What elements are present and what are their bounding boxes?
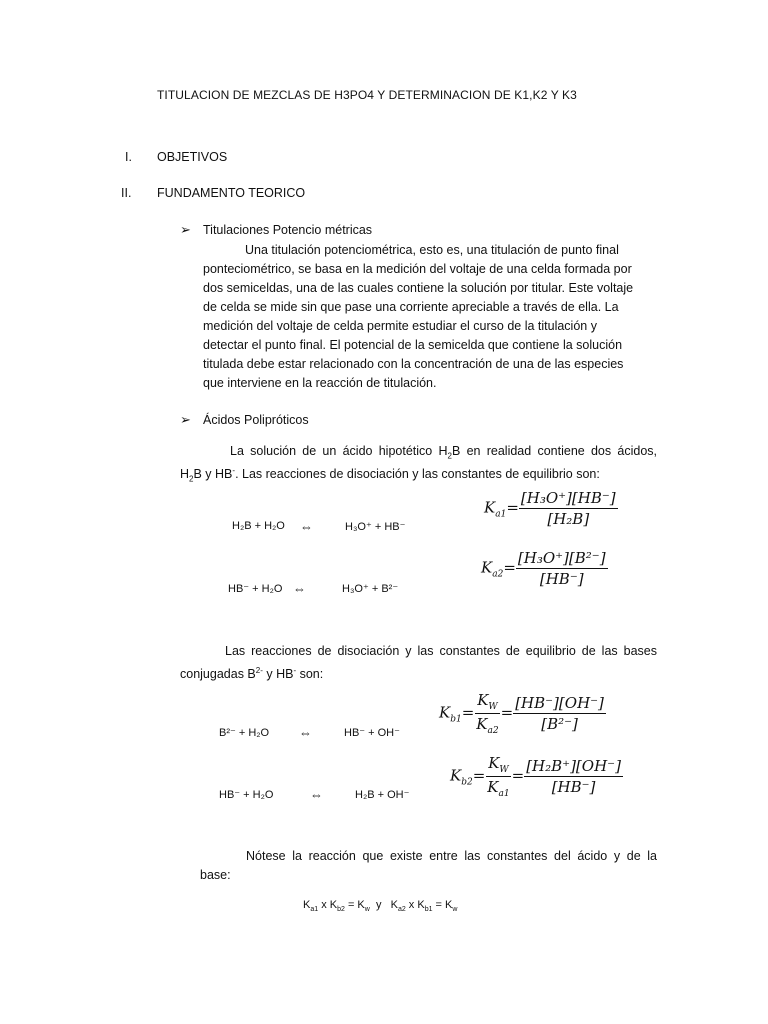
reaction-1-reactants: H₂B + H₂O [232,520,285,532]
subsection-title-titulaciones: Titulaciones Potencio métricas [203,223,373,237]
equation-kb2: $K_{b2}=$ $\frac{K_W}{K_{a1}}$ = $\frac{\text{[H₂B⁺][OH⁻]}}{[HB^-]}$ [450,754,621,799]
paragraph-line: Una titulación potenciométrica, esto es, una titulación de punto final [245,243,619,257]
constants-relation: $K_{a1}$ x $K_{b2} = K_w$ y $K_{a2}$ x $K_{b1} = K_w$ [303,899,458,914]
base-intro-line-2: conjugadas $B^{2-}$ y HB- son: [180,666,324,682]
bullet-arrow-icon: ➢ [180,412,191,427]
paragraph-line: detectar el punto final. El potencial de la semicelda que contiene la solución [203,338,623,352]
equation-ka2: $K_{a2}=$ $\frac{\text{[H₃O⁺][B²⁻]}}{[HB^-]}$ [481,549,606,588]
equation-ka1: $K_{a1}=$ $\frac{\text{[H₃O⁺][HB⁻]}}{\text{[H₂B]}}$ [484,489,616,528]
equilibrium-arrow-icon: ⇔ [300,519,313,534]
reaction-4-products: H₂B + OH⁻ [355,789,410,801]
acid-intro-line-2: $H_2B$ y HB-. Las reacciones de disociación y las constantes de equilibrio son: [180,466,600,484]
section-number-fundamento: II. [121,186,132,200]
reaction-3-reactants: B²⁻ + H₂O [219,727,270,739]
paragraph-line: ponteciométrico, se basa en la medición del voltaje de una celda formada por [203,262,632,276]
reaction-3-products: HB⁻ + OH⁻ [344,727,400,739]
equilibrium-arrow-icon: ⇔ [293,581,306,596]
equilibrium-arrow-icon: ⇔ [310,787,323,802]
equilibrium-arrow-icon: ⇔ [299,725,312,740]
acid-intro-line-1: La solución de un ácido hipotético $H_2B$ en realidad contiene dos ácidos, [230,444,657,461]
base-intro-line-1: Las reacciones de disociación y las constantes de equilibrio de las bases [225,644,657,658]
reaction-4-reactants: HB⁻ + H₂O [219,789,274,801]
note-line-1: Nótese la reacción que existe entre las constantes del ácido y de la [246,849,657,863]
reaction-2-reactants: HB⁻ + H₂O [228,583,283,595]
reaction-1-products: H₃O⁺ + HB⁻ [345,521,406,533]
section-title-fundamento: FUNDAMENTO TEORICO [157,186,306,200]
section-title-objetivos: OBJETIVOS [157,150,228,164]
paragraph-line: dos semiceldas, una de las cuales contiene la solución por titular. Este voltaje [203,281,634,295]
subsection-title-acidos: Ácidos Polipróticos [203,413,309,427]
equation-kb1: $K_{b1}=$ $\frac{K_W}{K_{a2}}$ = $\frac{[HB^-][OH^-]}{\text{[B²⁻]}}$ [439,691,604,736]
section-number-objetivos: I. [125,150,132,164]
paragraph-line: titulada debe estar relacionado con la concentración de una de las especies [203,357,624,371]
paragraph-line: de celda se mide sin que pase una corriente apreciable a través de ella. La [203,300,619,314]
paragraph-line: que interviene en la reacción de titulación. [203,376,437,390]
page-title: TITULACION DE MEZCLAS DE H3PO4 Y DETERMINACION DE K1,K2 Y K3 [157,88,577,102]
reaction-2-products: H₃O⁺ + B²⁻ [342,583,399,595]
note-line-2: base: [200,868,231,882]
bullet-arrow-icon: ➢ [180,222,191,237]
paragraph-line: medición del voltaje de celda permite estudiar el curso de la titulación y [203,319,597,333]
